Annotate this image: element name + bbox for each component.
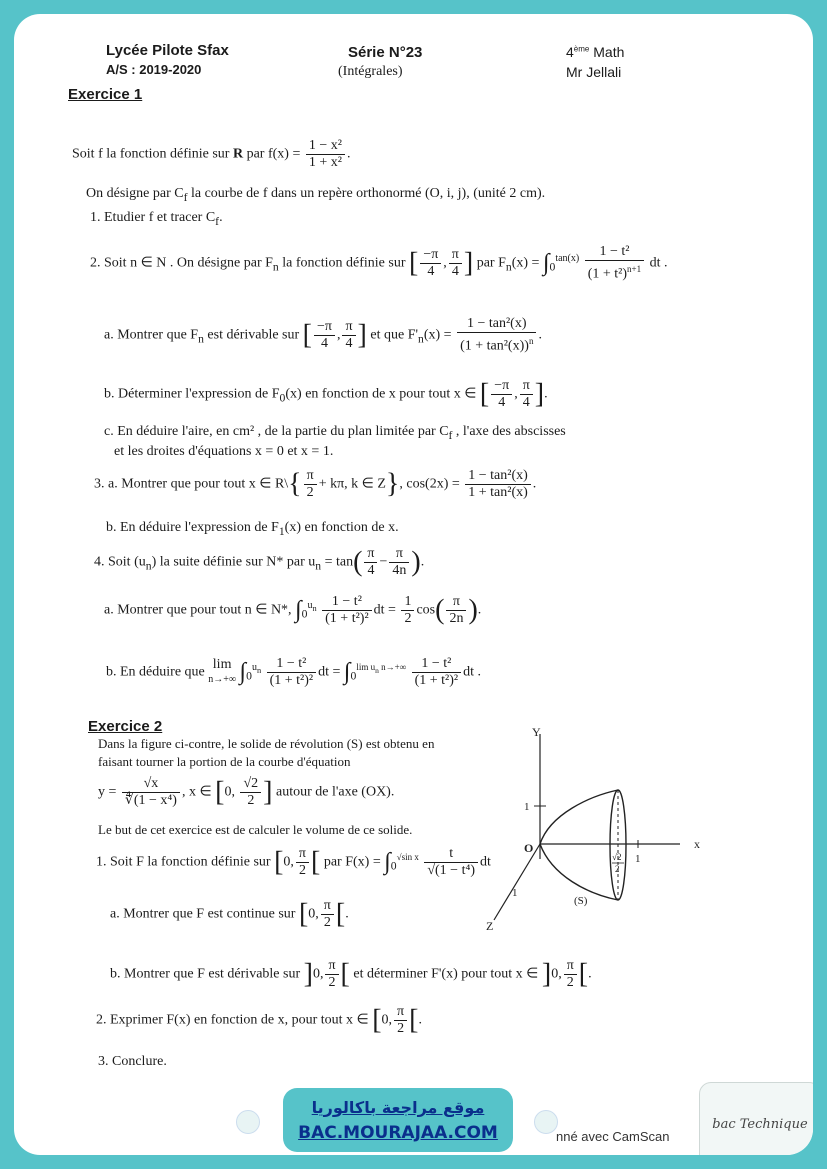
site-banner[interactable] <box>283 1088 513 1152</box>
y-label: Y <box>532 725 541 739</box>
ex1-q4a: a. Montrer que pour tout n ∈ N*, $\int_0^{u_n}$ $\frac{\text{1 − t²}}{\text{(1 + t²)²}}$ dt = $\frac{1}{2}$ cos( $\frac{\pi}{2n}$ ). <box>104 594 482 626</box>
ex1-intro: Soit f la fonction définie sur R par f(x) = $\frac{\text{1 − x²}}{\text{1 + x²}}$ . <box>72 138 351 170</box>
ex2-q1b: b. Montrer que F est dérivable sur ]0, $\frac{\pi}{2}$ [ et déterminer F'(x) pour tout x ∈ ]0, $\frac{\pi}{2}$ [. <box>110 958 592 990</box>
x-one-label: 1 <box>635 853 641 865</box>
ex1-q2b: b. Déterminer l'expression de $F_0(x)$ en fonction de x pour tout x ∈ [ $\frac{-\pi}{4}$ , $\frac{\pi}{4}$ ]. <box>104 378 548 410</box>
site-url[interactable]: BAC.MOURAJAA.COM <box>298 1123 498 1143</box>
series-title: Série N°23 <box>348 44 423 61</box>
ex2-q1: 1. Soit F la fonction définie sur [0, $\frac{\pi}{2}$ [ par $F(x) = \int_0^{√sin x}$ $\frac{t}{\text{√(1 − t⁴)}}$ dt <box>96 846 491 878</box>
solid-label: (S) <box>574 895 588 907</box>
ex1-q1: 1. Etudier f et tracer $C_f$. <box>90 210 223 228</box>
ex1-curve-def: On désigne par $C_f$ la courbe de f dans un repère orthonormé (O, i, j), (unité 2 cm). <box>86 186 546 204</box>
exercise-2-title: Exercice 2 <box>88 718 163 735</box>
ex1-q2: 2. Soit n ∈ N . On désigne par $F_n$ la fonction définie sur [ $\frac{-\pi}{4}$ , $\frac{\pi}{4}$ ] par $F_n(x) = \int_0^{tan(x)}$ $\frac{\text{1 − t²}}{(1 + t^2)^{n+1}}$ dt . <box>90 244 668 282</box>
school-year: A/S : 2019-2020 <box>106 62 202 77</box>
ex2-p1: Dans la figure ci-contre, le solide de révolution (S) est obtenu en <box>98 736 435 751</box>
ex1-q4: 4. Soit $(u_n)$ la suite définie sur N* par $u_n = \tan$( $\frac{\pi}{4}$ − $\frac{\pi}{4n}$ ). <box>94 546 425 578</box>
origin-label: O <box>524 841 534 855</box>
root-num-label: √2 <box>612 852 622 862</box>
ex1-q2c: c. En déduire l'aire, en cm² , de la partie du plan limitée par $C_f$ , l'axe des abscisses <box>104 424 566 442</box>
z-one-label: 1 <box>512 887 518 899</box>
series-topic: (Intégrales) <box>338 64 403 79</box>
site-badge-left <box>236 1110 260 1134</box>
x-label: x <box>694 837 700 851</box>
ex2-q3: 3. Conclure. <box>98 1054 167 1069</box>
z-axis <box>494 844 540 920</box>
ex2-p3: Le but de cet exercice est de calculer le volume de ce solide. <box>98 822 413 837</box>
document-sheet <box>42 38 732 1078</box>
curve-upper <box>540 790 618 844</box>
site-arabic-name[interactable]: موقع مراجعة باكالوريا <box>311 1098 485 1117</box>
site-badge-right <box>534 1110 558 1134</box>
ex2-q1a: a. Montrer que F est continue sur [0, $\frac{\pi}{2}$ [. <box>110 898 349 930</box>
solid-of-revolution-figure <box>480 724 702 934</box>
teacher-name: Mr Jellali <box>566 64 622 80</box>
ex1-q2a: a. Montrer que $F_n$ est dérivable sur [ $\frac{-\pi}{4}$ , $\frac{\pi}{4}$ ] et que $F'_n(x)$ = $\frac{\text{1 − tan²(x)}}{(1 + \tan^2(x))^n}$ . <box>104 316 542 354</box>
curve-lower <box>540 844 618 900</box>
ex2-p2: faisant tourner la portion de la courbe d'équation <box>98 754 351 769</box>
class-level: 4ème Math <box>566 44 625 60</box>
ex1-q2c-cont: et les droites d'équations x = 0 et x = 1. <box>114 444 334 459</box>
z-label: Z <box>486 919 494 933</box>
y-one-label: 1 <box>524 801 530 813</box>
ex1-q3b: b. En déduire l'expression de $F_1(x)$ en fonction de x. <box>106 520 399 538</box>
ex1-q4b: b. En déduire que lim n→+∞ $\int_0^{u_n}$ $\frac{\text{1 − t²}}{\text{(1 + t²)²}}$ dt = $\int_0^{lim u_n n\to+\infty}$ $\frac{\text{1 − t²}}{\text{(1 + t²)²}}$ dt . <box>106 656 481 688</box>
page-frame <box>14 14 813 1155</box>
ex1-q3a: 3. a. Montrer que pour tout x ∈ R\{ $\frac{\pi}{2}$ + kπ, k ∈ Z}, cos(2x) = $\frac{\text{1 − tan²(x)}}{\text{1 + tan²(x)}}$ . <box>94 468 537 500</box>
school-name: Lycée Pilote Sfax <box>106 42 229 59</box>
exercise-1-title: Exercice 1 <box>68 86 143 103</box>
bac-technique-stamp: bac Technique <box>699 1082 813 1155</box>
camscanner-text: nné avec CamScan <box>556 1129 670 1144</box>
ex2-equation: y = $\frac{√x}{\text{∜(1 − x⁴)}}$ , x ∈ [0, $\frac{√2}{2}$ ] autour de l'axe (OX). <box>98 776 395 808</box>
ex2-q2: 2. Exprimer F(x) en fonction de x, pour tout x ∈ [0, $\frac{\pi}{2}$ [. <box>96 1004 422 1036</box>
root-den-label: 2 <box>615 864 620 874</box>
